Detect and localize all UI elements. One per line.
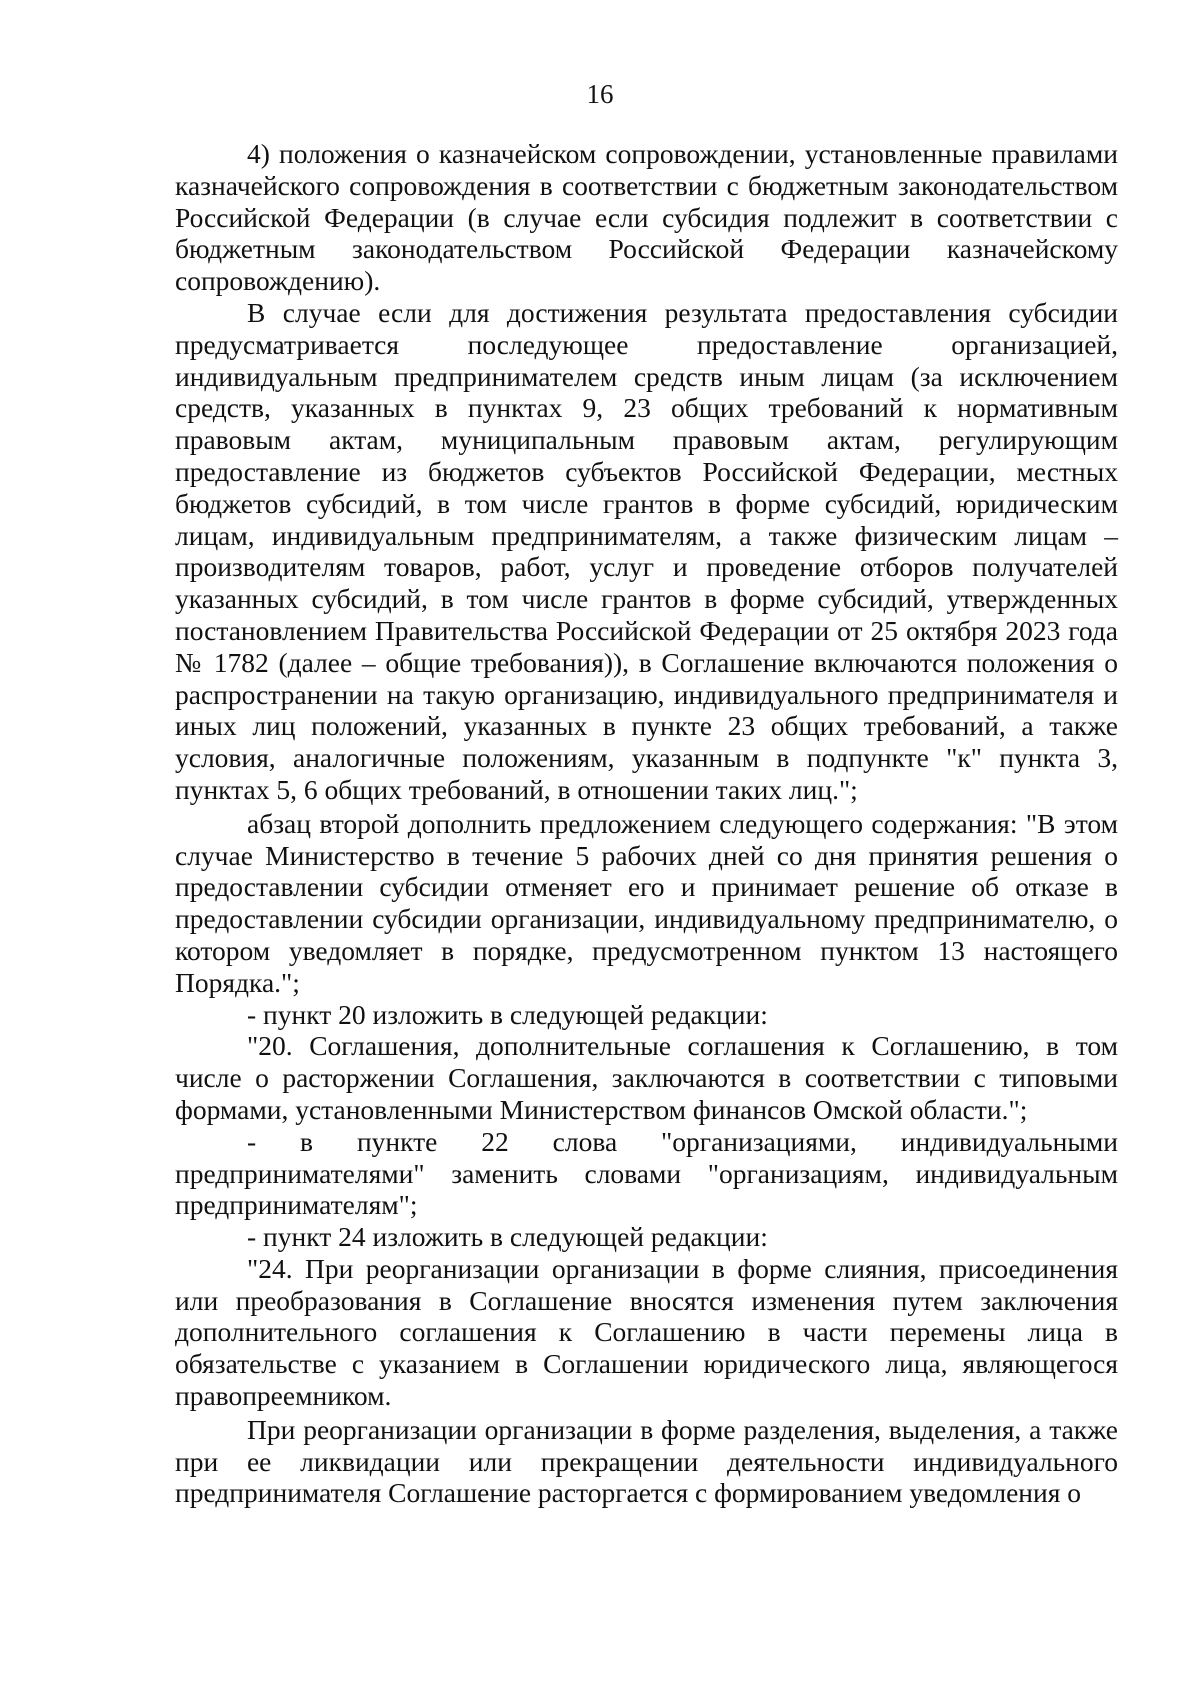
paragraph-amend-second-abzac: абзац второй дополнить предложением следующего содержания: "В этом случае Министерство в течение 5 рабочих дней со дня принятия решения о предоставлении субсидии отменяет его и принимает решение об отказе в предоставлении субсидии организации, индивидуальному предпринимателю, о котором уведомляет в порядке, предусмотренном пунктом 13 настоящего Порядка."; [175, 807, 1118, 998]
page-number: 16 [586, 79, 614, 109]
paragraph-item-24-instruction: - пункт 24 изложить в следующей редакции: [247, 1221, 768, 1253]
paragraph-item-20-text: "20. Соглашения, дополнительные соглашения к Соглашению, в том числе о расторжении Соглашения, заключаются в соответствии с типовыми формами, установленными Министерством финансов Омской области."; [175, 1030, 1118, 1125]
document-body [175, 138, 1118, 1509]
paragraph-subsidy-third-parties: В случае если для достижения результата предоставления субсидии предусматривается последующее предоставление организацией, индивидуальным предпринимателем средств иным лицам (за исключением средств, указанных в пунктах 9, 23 общих требований к нормативным правовым актам, муниципальным правовым актам, регулирующим предоставление из бюджетов субъектов Российской Федерации, местных бюджетов субсидий, в том числе грантов в форме субсидий, юридическим лицам, индивидуальным предпринимателям, а также физическим лицам – производителям товаров, работ, услуг и проведение отборов получателей указанных субсидий, в том числе грантов в форме субсидий, утвержденных постановлением Правительства Российской Федерации от 25 октября 2023 года № 1782 (далее – общие требования)), в Соглашение включаются положения о распространении на такую организацию, индивидуального предпринимателя и иных лиц положений, указанных в пункте 23 общих требований, а также условия, аналогичные положениям, указанным в подпункте "к" пункта 3, пунктах 5, 6 общих требований, в отношении таких лиц."; [175, 296, 1118, 805]
paragraph-item-20-instruction: - пункт 20 изложить в следующей редакции: [247, 998, 768, 1030]
paragraph-reorganization-termination: При реорганизации организации в форме разделения, выделения, а также при ее ликвидации или прекращении деятельности индивидуального предпринимателя Соглашение расторгается с формированием уведомления о [175, 1413, 1118, 1509]
paragraph-treasury-support: 4) положения о казначейском сопровождении, установленные правилами казначейского сопровождения в соответствии с бюджетным законодательством Российской Федерации (в случае если субсидия подлежит в соответствии с бюджетным законодательством Российской Федерации казначейскому сопровождению). [175, 138, 1118, 297]
paragraph-item-22-instruction: - в пункте 22 слова "организациями, индивидуальными предпринимателями" заменить словами "организациям, индивидуальным предпринимателям"; [175, 1125, 1118, 1221]
paragraph-item-24-text: "24. При реорганизации организации в форме слияния, присоединения или преобразования в Соглашение вносятся изменения путем заключения дополнительного соглашения к Соглашению в части перемены лица в обязательстве с указанием в Соглашении юридического лица, являющегося правопреемником. [175, 1252, 1118, 1412]
